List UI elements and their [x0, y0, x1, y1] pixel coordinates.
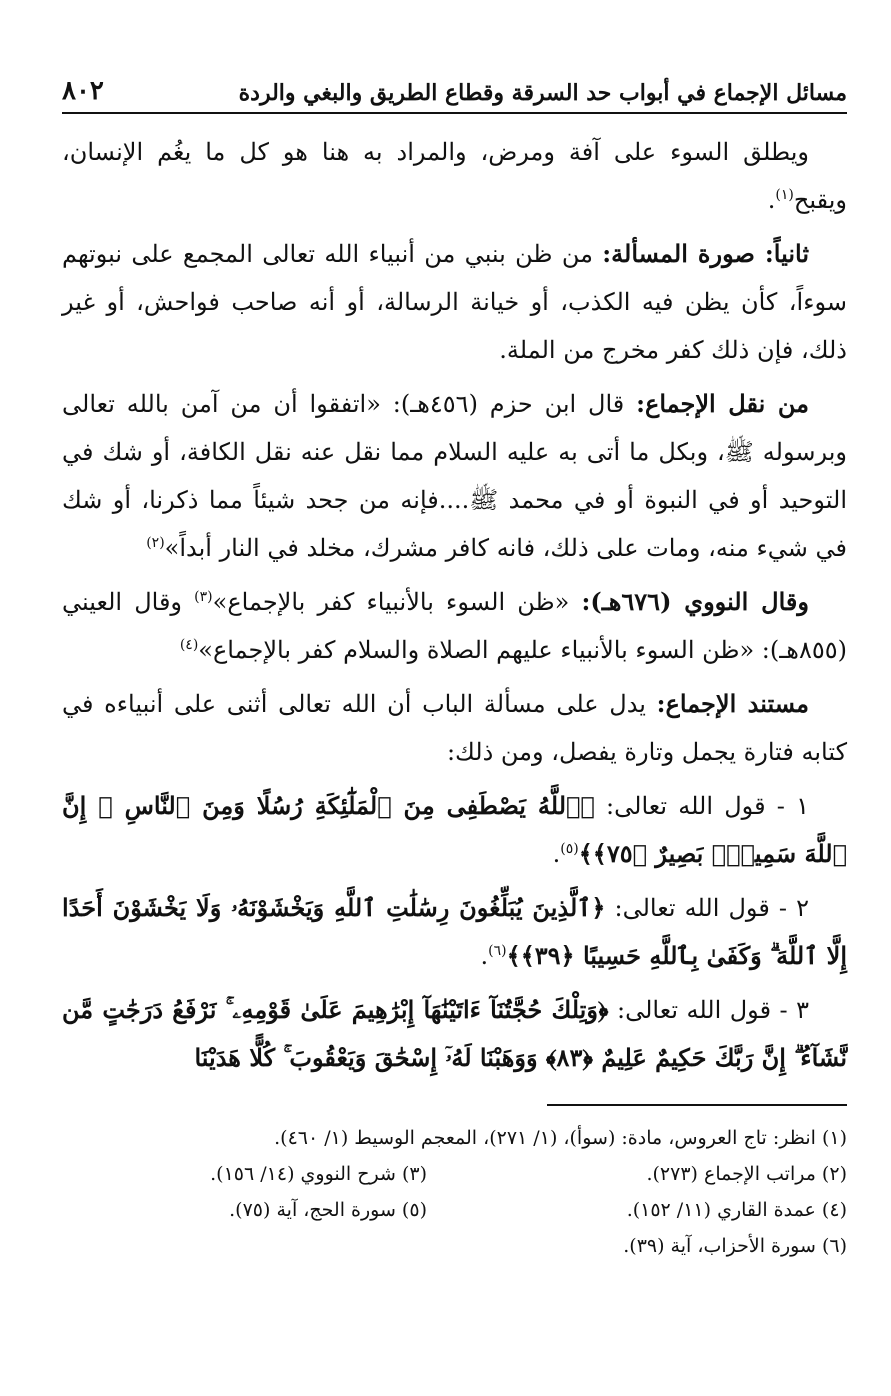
- footnote-ref: (١): [775, 187, 794, 203]
- verse-item-1: ١ - قول الله تعالى: ﴿ٱللَّهُ يَصْطَفِى مِنَ ٱلْمَلَٰٓئِكَةِ رُسُلًا وَمِنَ ٱلنَّاسِ ۚ إِنَّ ٱللَّهَ سَمِيعٌۢ بَصِيرٌ ﴿٧٥﴾﴾$^{(٥)}$.: [62, 791, 847, 868]
- footnote-ref: (٣): [194, 589, 213, 605]
- footnote-row: [62, 1192, 847, 1228]
- paragraph-form: [62, 230, 847, 374]
- section-label: ثانياً: صورة المسألة:: [602, 239, 809, 268]
- footnote-ref: (٦): [488, 943, 507, 959]
- paragraph-nawawi: [62, 578, 847, 674]
- paragraph-text: وقال العيني (٨٥٥هـ): «ظن السوء بالأنبياء عليهم الصلاة والسلام كفر بالإجماع»: [62, 588, 847, 664]
- footnote-ref: (٤): [179, 637, 199, 653]
- footnote-1: (١) انظر: تاج العروس، مادة: (سوأ)، (١/ ٢٧١)، المعجم الوسيط (١/ ٤٦٠).: [274, 1127, 847, 1149]
- footnote-6: (٦) سورة الأحزاب، آية (٣٩).: [623, 1235, 847, 1257]
- paragraph-text: ويطلق السوء على آفة ومرض، والمراد به هنا هو كل ما يغُم الإنسان، ويقبح: [62, 138, 847, 214]
- paragraph-consensus: [62, 380, 847, 572]
- verse-text: ﴿وَتِلْكَ حُجَّتُنَآ ءَاتَيْنَٰهَآ إِبْرَٰهِيمَ عَلَىٰ قَوْمِهِۦ ۚ نَرْفَعُ دَرَجَٰتٍ مَّن نَّشَآءُ ۗ إِنَّ رَبَّكَ حَكِيمٌ عَلِيمٌ ﴿٨٣﴾ وَوَهَبْنَا لَهُۥٓ إِسْحَٰقَ وَيَعْقُوبَ ۚ كُلًّا هَدَيْنَا: [62, 995, 847, 1072]
- verse-lead: ١ - قول الله تعالى:: [606, 792, 809, 820]
- section-label: مستند الإجماع:: [656, 689, 809, 718]
- footnote-3: (٣) شرح النووي (١٤/ ١٥٦).: [210, 1163, 427, 1185]
- footnote-ref: (٥): [560, 841, 579, 857]
- paragraph-definition: ويطلق السوء على آفة ومرض، والمراد به هنا هو كل ما يغُم الإنسان، ويقبح$^{(١)}$.: [62, 138, 847, 214]
- verse-text: ﴿ٱلَّذِينَ يُبَلِّغُونَ رِسَٰلَٰتِ ٱللَّهِ وَيَخْشَوْنَهُۥ وَلَا يَخْشَوْنَ أَحَدًا إِلَّا ٱللَّهَ ۗ وَكَفَىٰ بِٱللَّهِ حَسِيبًا ﴿٣٩﴾﴾: [62, 893, 847, 970]
- running-title: مسائل الإجماع في أبواب حد السرقة وقطاع الطريق والبغي والردة: [238, 80, 847, 106]
- paragraph-text: «ظن السوء بالأنبياء كفر بالإجماع»: [212, 588, 570, 616]
- verse-text: ﴿ٱللَّهُ يَصْطَفِى مِنَ ٱلْمَلَٰٓئِكَةِ رُسُلًا وَمِنَ ٱلنَّاسِ ۚ إِنَّ ٱللَّهَ سَمِيعٌۢ بَصِيرٌ ﴿٧٥﴾﴾: [62, 791, 847, 868]
- footnotes: [62, 1120, 847, 1264]
- section-label: من نقل الإجماع:: [636, 389, 809, 418]
- page-header: [62, 62, 847, 114]
- footnote-divider: [547, 1104, 847, 1106]
- paragraph-text: يدل على مسألة الباب أن الله تعالى أثنى على أنبياءه في كتابه فتارة يجمل وتارة يفصل، ومن ذلك:: [62, 690, 847, 766]
- paragraph-text: قال ابن حزم (٤٥٦هـ): «اتفقوا أن من آمن بالله تعالى وبرسوله ﷺ، وبكل ما أتى به عليه السلام مما نقل عنه نقل الكافة، أو شك في التوحيد أو في النبوة أو في محمد ﷺ....فإنه من جحد شيئاً مما ذكرنا، أو شك في شيء منه، ومات على ذلك، فانه كافر مشرك، مخلد في النار أبداً»: [62, 390, 847, 562]
- paragraph-text: من ظن بنبي من أنبياء الله تعالى المجمع على نبوتهم سوءاً، كأن يظن فيه الكذب، أو خيانة الرسالة، أو أنه صاحب فواحش، أو غير ذلك، فإن ذلك كفر مخرج من الملة.: [62, 240, 847, 364]
- footnote-4: (٤) عمدة القاري (١١/ ١٥٢).: [626, 1199, 847, 1221]
- paragraph-basis: [62, 680, 847, 776]
- footnote-5: (٥) سورة الحج، آية (٧٥).: [229, 1199, 427, 1221]
- footnote-ref: (٢): [146, 535, 165, 551]
- footnote-2: (٢) مراتب الإجماع (٢٧٣).: [646, 1163, 847, 1185]
- verse-lead: ٣ - قول الله تعالى:: [617, 996, 809, 1024]
- footnote-row: [62, 1156, 847, 1192]
- book-page: [62, 62, 847, 1264]
- page-number: ٨٠٢: [62, 76, 104, 106]
- page-body: [62, 128, 847, 1082]
- verse-item-2: ٢ - قول الله تعالى: ﴿ٱلَّذِينَ يُبَلِّغُونَ رِسَٰلَٰتِ ٱللَّهِ وَيَخْشَوْنَهُۥ وَلَا يَخْشَوْنَ أَحَدًا إِلَّا ٱللَّهَ ۗ وَكَفَىٰ بِٱللَّهِ حَسِيبًا ﴿٣٩﴾﴾$^{(٦)}$.: [62, 893, 847, 970]
- section-label: وقال النووي (٦٧٦هـ):: [581, 587, 809, 616]
- verse-item-3: [62, 986, 847, 1082]
- verse-lead: ٢ - قول الله تعالى:: [614, 894, 810, 922]
